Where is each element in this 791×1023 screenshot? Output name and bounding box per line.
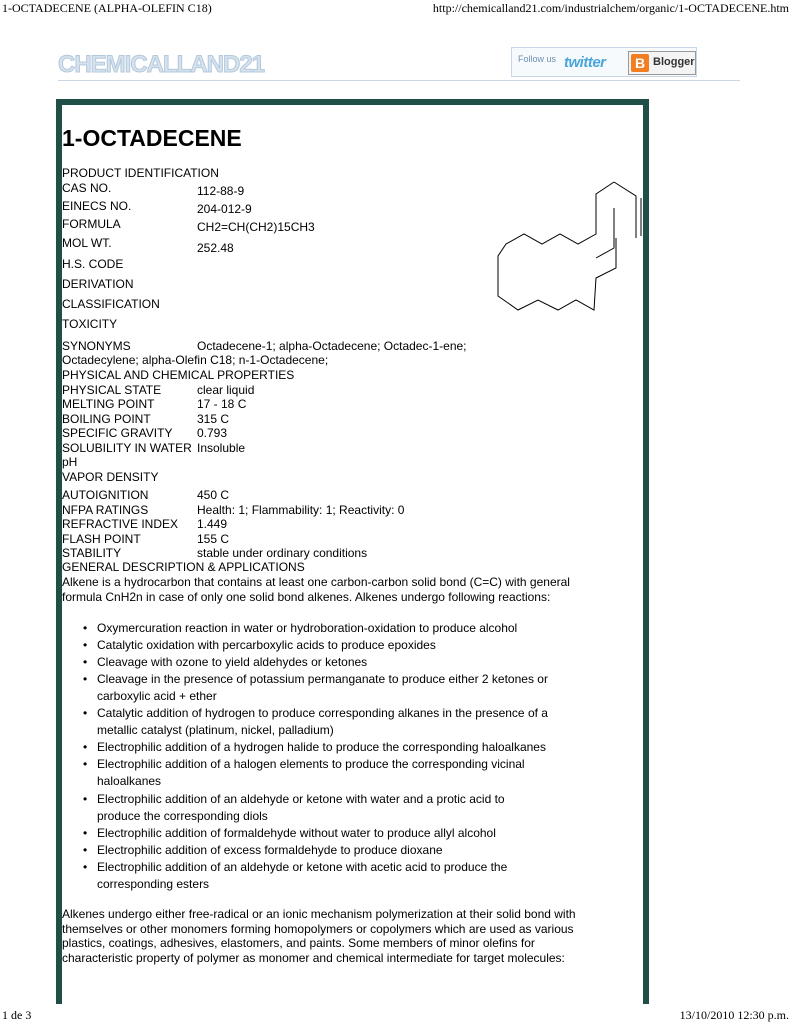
list-item: • Catalytic addition of hydrogen to produce corresponding alkanes in the presence of a metallic catalyst (platinum, nickel, palladium) [83, 706, 548, 737]
list-item: • Electrophilic addition of excess formaldehyde to produce dioxane [83, 843, 443, 857]
list-item: • Catalytic oxidation with percarboxylic acids to produce epoxides [83, 638, 436, 652]
blogger-label: Blogger [653, 56, 695, 68]
list-item: • Cleavage with ozone to yield aldehydes or ketones [83, 655, 368, 669]
print-header [0, 0, 791, 16]
molecule-structure-diagram [496, 178, 646, 328]
list-item: • Electrophilic addition of a hydrogen halide to produce the corresponding haloalkanes [83, 740, 546, 754]
print-datetime: 13/10/2010 12:30 p.m. [679, 1008, 789, 1022]
list-item: • Electrophilic addition of an aldehyde or ketone with water and a protic acid to produce the corresponding diols [83, 792, 505, 823]
carbon-chain-upper [498, 182, 616, 310]
list-item: • Electrophilic addition of a halogen elements to produce the corresponding vicinal haloalkanes [83, 757, 525, 788]
list-item: • Electrophilic addition of formaldehyde without water to produce allyl alcohol [83, 826, 496, 840]
page-title: 1-OCTADECENE [62, 125, 242, 151]
site-logo-text: CHEMICALLAND21 [58, 51, 265, 78]
carbon-chain-outer [614, 182, 636, 238]
blogger-button[interactable] [628, 51, 696, 75]
list-item: • Electrophilic addition of an aldehyde or ketone with acetic acid to produce the corresponding esters [83, 860, 508, 891]
print-page-title: 1-OCTADECENE (ALPHA-OLEFIN C18) [2, 1, 212, 15]
follow-us-label: Follow us [518, 54, 557, 64]
list-item: • Cleavage in the presence of potassium permanganate to produce either 2 ketones or carboxylic acid + ether [83, 672, 548, 703]
print-url: http://chemicalland21.com/industrialchem/organic/1-OCTADECENE.htm [432, 1, 789, 15]
site-logo[interactable] [58, 46, 265, 80]
twitter-link[interactable]: twitter [564, 54, 606, 71]
list-item: • Oxymercuration reaction in water or hydroboration-oxidation to produce alcohol [83, 621, 518, 635]
carbon-chain-inner [596, 208, 614, 258]
print-page-number: 1 de 3 [2, 1008, 32, 1022]
header-divider [58, 80, 740, 81]
print-footer [0, 1008, 791, 1022]
social-links [511, 47, 697, 77]
blogger-icon: B [631, 54, 649, 72]
